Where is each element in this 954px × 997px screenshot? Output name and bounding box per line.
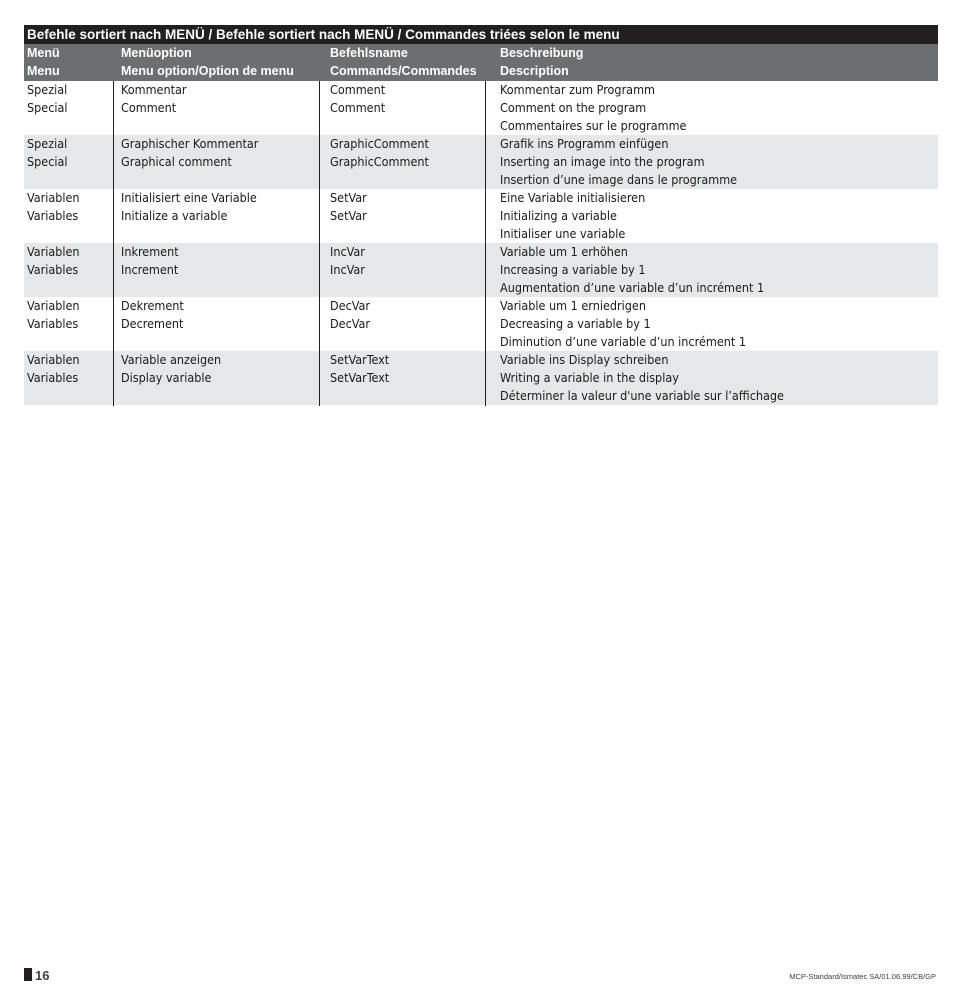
page-marker-icon xyxy=(24,968,32,981)
cell-menu: Spezial Special xyxy=(27,82,68,115)
cell-menu: Variablen Variables xyxy=(27,244,80,277)
cell-command: IncVar IncVar xyxy=(330,244,365,277)
cell-description: Eine Variable initialisieren Initializing a variable Initialiser une variable xyxy=(500,190,646,241)
cell-option: Graphischer Kommentar Graphical comment xyxy=(121,136,259,169)
cell-description: Kommentar zum Programm Comment on the program Commentaires sur le programme xyxy=(500,82,687,133)
cell-command: SetVarText SetVarText xyxy=(330,352,390,385)
column-divider xyxy=(113,81,114,406)
cell-command: SetVar SetVar xyxy=(330,190,367,223)
cell-option: Dekrement Decrement xyxy=(121,298,184,331)
column-divider xyxy=(485,81,486,406)
command-table xyxy=(24,25,938,405)
cell-command: DecVar DecVar xyxy=(330,298,370,331)
cell-menu: Variablen Variables xyxy=(27,298,80,331)
cell-menu: Spezial Special xyxy=(27,136,68,169)
table-row xyxy=(24,81,938,135)
cell-option: Variable anzeigen Display variable xyxy=(121,352,222,385)
cell-menu: Variablen Variables xyxy=(27,190,80,223)
document-reference: MCP-Standard/Ismatec SA/01.06.99/CB/GP xyxy=(789,972,936,981)
header-menu: Menü Menu xyxy=(27,46,60,78)
cell-command: Comment Comment xyxy=(330,82,386,115)
table-body xyxy=(24,81,938,405)
header-command: Befehlsname Commands/Commandes xyxy=(330,46,477,78)
column-divider xyxy=(319,81,320,406)
cell-description: Grafik ins Programm einfügen Inserting an image into the program Insertion d’une image dans le programme xyxy=(500,136,738,187)
table-row xyxy=(24,135,938,189)
table-row xyxy=(24,351,938,405)
table-row xyxy=(24,189,938,243)
table-header xyxy=(24,44,938,81)
table-title: Befehle sortiert nach MENÜ / Befehle sortiert nach MENÜ / Commandes triées selon le menu xyxy=(24,25,938,44)
header-description: Beschreibung Description xyxy=(500,46,584,78)
cell-command: GraphicComment GraphicComment xyxy=(330,136,429,169)
table-row xyxy=(24,243,938,297)
cell-description: Variable ins Display schreiben Writing a variable in the display Déterminer la valeur d'une variable sur l’affichage xyxy=(500,352,784,403)
table-row xyxy=(24,297,938,351)
header-option: Menüoption Menu option/Option de menu xyxy=(121,46,294,78)
cell-description: Variable um 1 erniedrigen Decreasing a variable by 1 Diminution d’une variable d’un incrément 1 xyxy=(500,298,747,349)
cell-menu: Variablen Variables xyxy=(27,352,80,385)
cell-description: Variable um 1 erhöhen Increasing a variable by 1 Augmentation d’une variable d’un incrément 1 xyxy=(500,244,765,295)
cell-option: Initialisiert eine Variable Initialize a variable xyxy=(121,190,257,223)
cell-option: Kommentar Comment xyxy=(121,82,187,115)
page-number: 16 xyxy=(24,968,49,984)
cell-option: Inkrement Increment xyxy=(121,244,179,277)
